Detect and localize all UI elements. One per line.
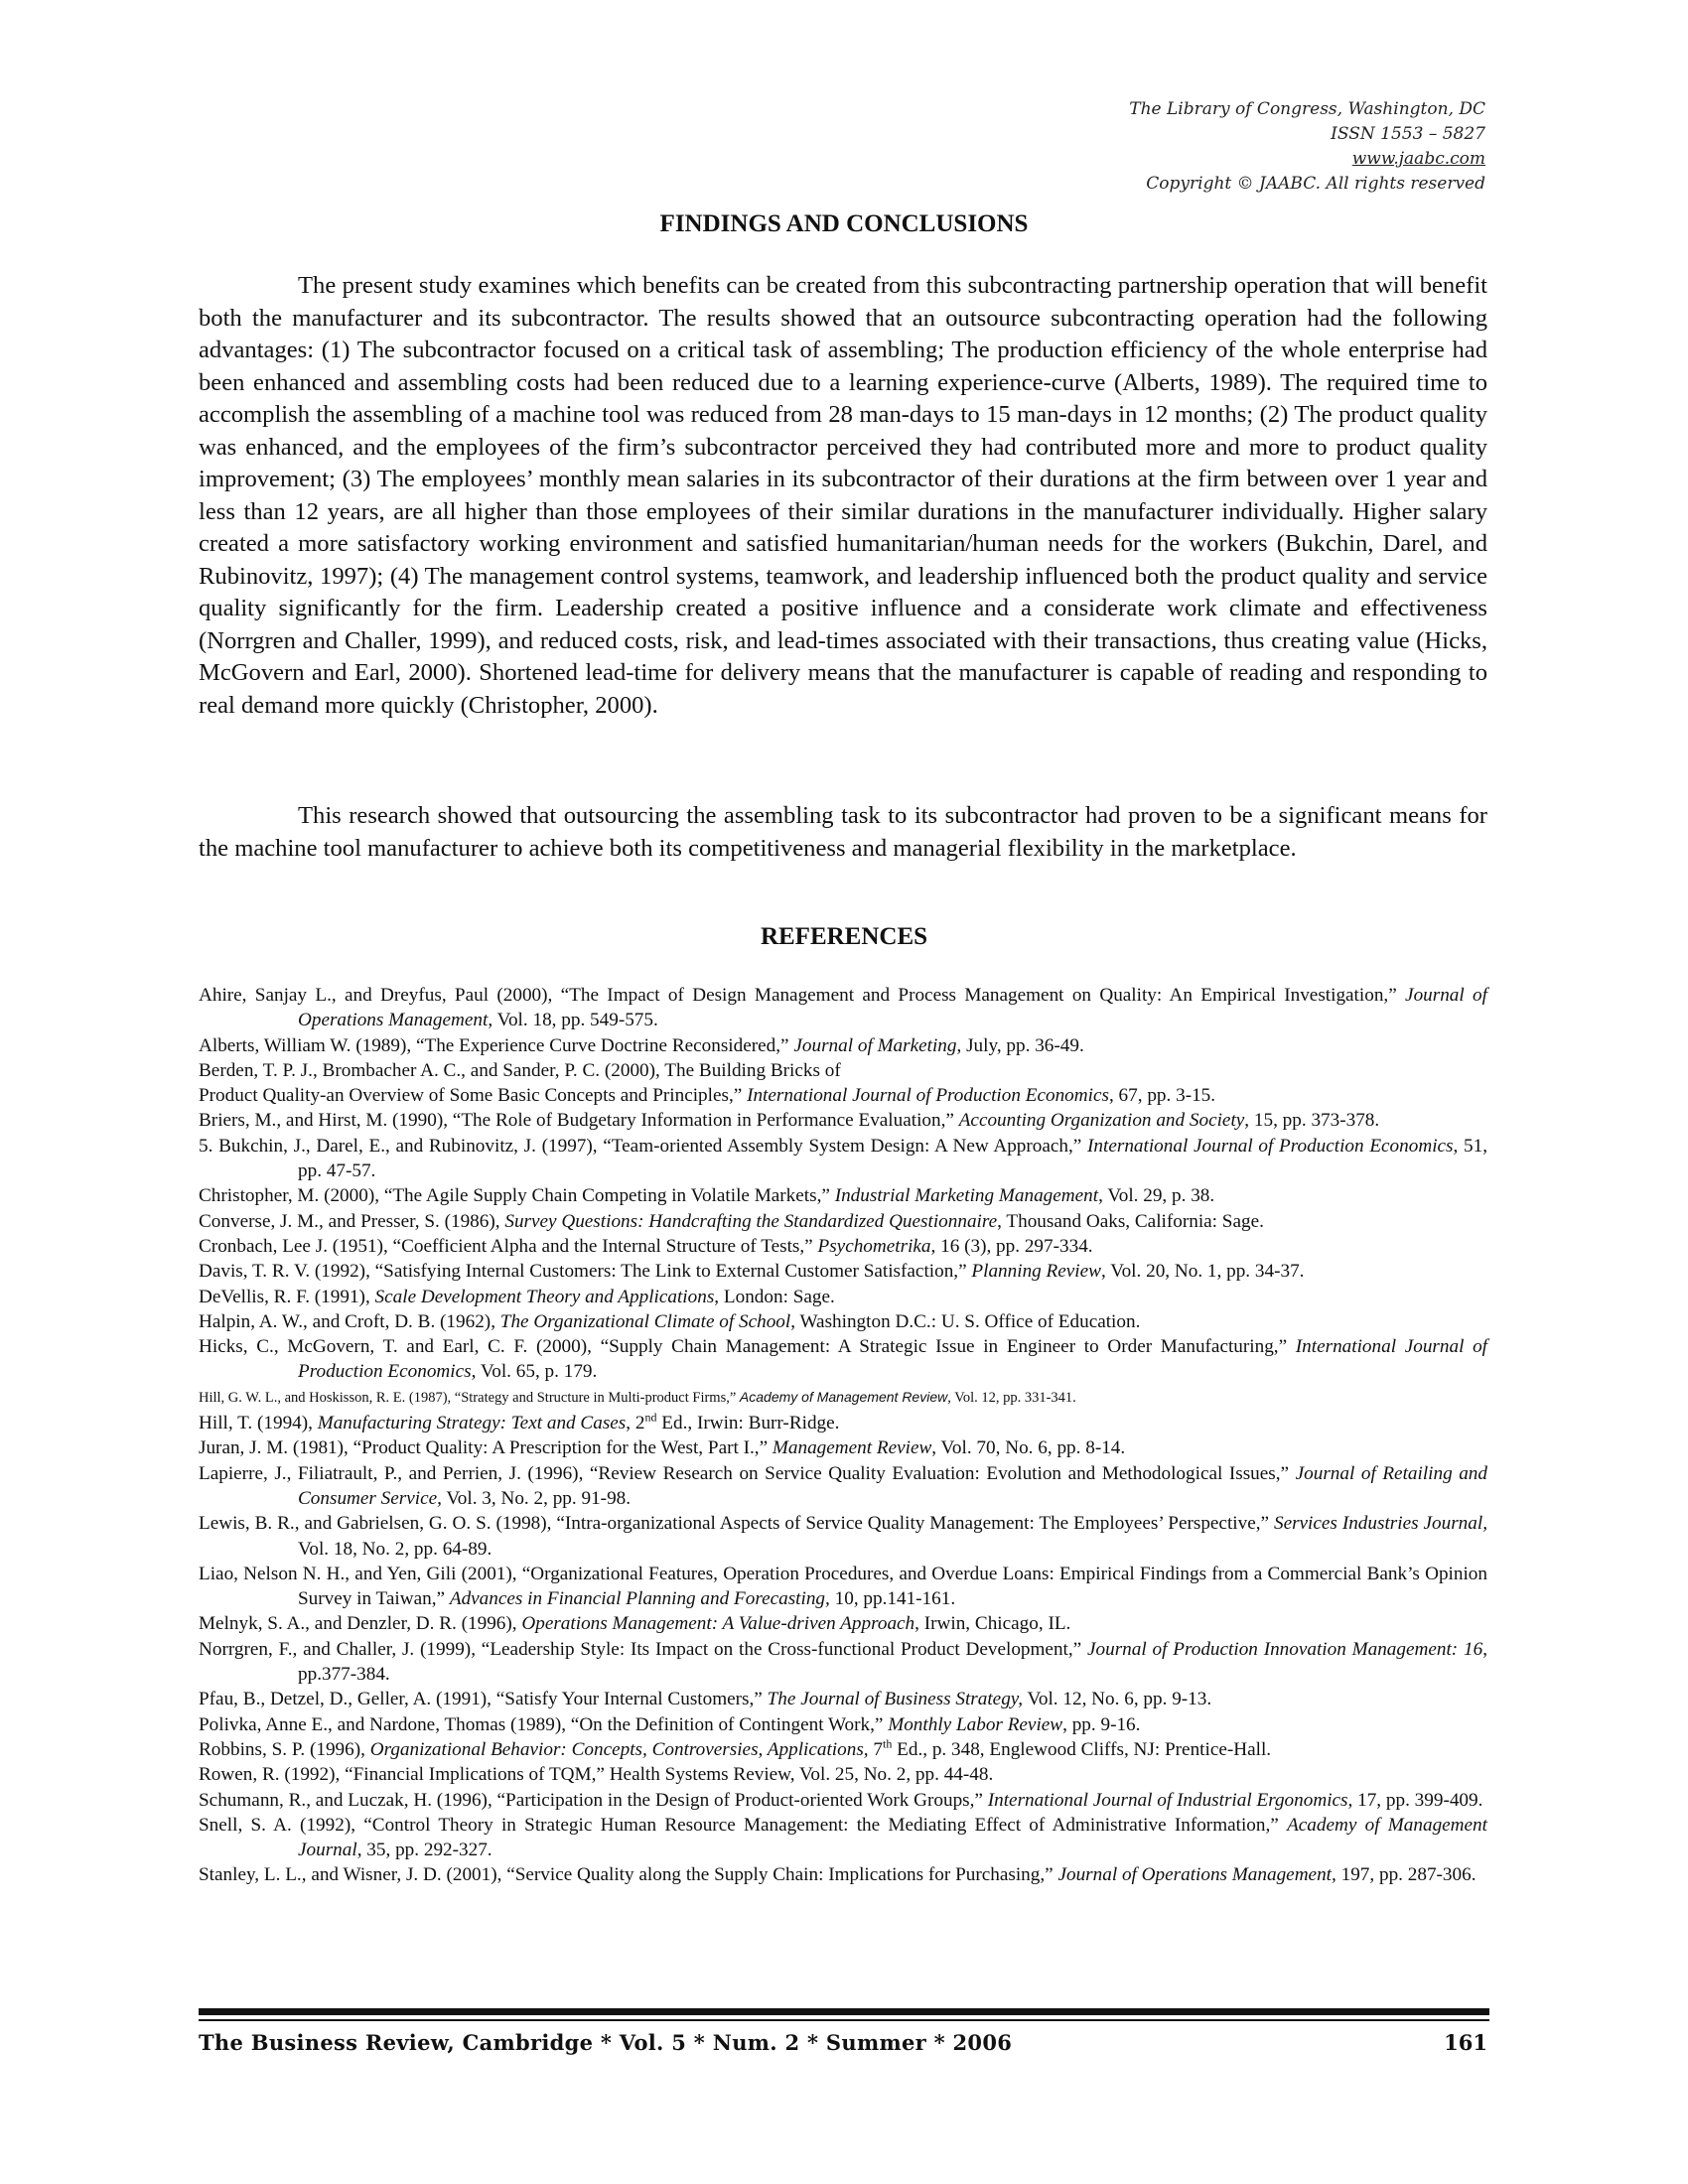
reference-item xyxy=(199,1259,1487,1284)
reference-text: Schumann, R., and Luczak, H. (1996), “Participation in the Design of Product-oriented Work Groups,” xyxy=(199,1789,988,1811)
reference-source-title: The Organizational Climate of School xyxy=(499,1310,791,1332)
findings-heading: FINDINGS AND CONCLUSIONS xyxy=(659,210,1029,237)
reference-text: Robbins, S. P. (1996), xyxy=(199,1738,370,1760)
reference-text: , Vol. 65, p. 179. xyxy=(471,1361,598,1383)
reference-source-title: International Journal of Production Economics xyxy=(747,1085,1109,1107)
reference-text: Lapierre, J., Filiatrault, P., and Perrien, J. (1996), “Review Research on Service Quality Evaluation: Evolution and Methodological Issues,” xyxy=(199,1462,1296,1484)
reference-text: Cronbach, Lee J. (1951), “Coefficient Alpha and the Internal Structure of Tests,” xyxy=(199,1235,818,1257)
reference-source-title: Academy of Management Journal xyxy=(298,1814,1487,1861)
footer-journal: The Business Review, Cambridge * Vol. 5 * Num. 2 * Summer * 2006 xyxy=(199,2030,1013,2055)
reference-text: Lewis, B. R., and Gabrielsen, G. O. S. (1998), “Intra-organizational Aspects of Service Quality Management: The Employees’ Perspective,” xyxy=(199,1513,1274,1535)
reference-item xyxy=(199,1385,1487,1411)
reference-source-title: Accounting Organization and Society xyxy=(958,1110,1245,1132)
reference-text: Snell, S. A. (1992), “Control Theory in Strategic Human Resource Management: the Mediating Effect of Administrative Information,” xyxy=(199,1814,1288,1836)
reference-text: , pp. 9-16. xyxy=(1062,1713,1141,1735)
reference-text: , 67, pp. 3-15. xyxy=(1108,1085,1216,1107)
reference-item xyxy=(199,1687,1487,1711)
reference-item xyxy=(199,1334,1487,1385)
reference-item xyxy=(199,1562,1487,1612)
reference-text: Product Quality-an Overview of Some Basic Concepts and Principles,” xyxy=(199,1085,748,1107)
reference-item xyxy=(199,1788,1487,1813)
reference-text: , Vol. 29, p. 38. xyxy=(1098,1185,1215,1207)
reference-source-title: Academy of Management Review xyxy=(739,1388,948,1405)
reference-text: Vol. 12, No. 6, pp. 9-13. xyxy=(1023,1689,1212,1710)
reference-superscript: th xyxy=(882,1736,893,1751)
footer-rule-thick xyxy=(199,2008,1489,2015)
reference-text: , Thousand Oaks, California: Sage. xyxy=(997,1210,1264,1232)
reference-item xyxy=(199,1411,1487,1435)
reference-text: Ed., Irwin: Burr-Ridge. xyxy=(656,1413,840,1434)
reference-text: , 15, pp. 373-378. xyxy=(1244,1110,1380,1132)
reference-source-title: Management Review xyxy=(772,1437,932,1459)
reference-text: DeVellis, R. F. (1991), xyxy=(199,1286,375,1307)
reference-source-title: Journal of Operations Management xyxy=(298,985,1487,1031)
reference-source-title: Organizational Behavior: Concepts, Controversies, Applications, xyxy=(369,1738,869,1760)
reference-text: , Washington D.C.: U. S. Office of Education. xyxy=(790,1310,1141,1332)
reference-source-title: International Journal of Industrial Ergonomics xyxy=(987,1789,1348,1811)
reference-text: Ahire, Sanjay L., and Dreyfus, Paul (2000), “The Impact of Design Management and Process Management on Quality: An Empirical Investigation,” xyxy=(199,985,1406,1006)
reference-superscript: nd xyxy=(644,1410,657,1425)
reference-item xyxy=(199,1862,1487,1887)
reference-item xyxy=(199,1058,1487,1083)
reference-text: Polivka, Anne E., and Nardone, Thomas (1989), “On the Definition of Contingent Work,” xyxy=(199,1713,889,1735)
reference-text: Davis, T. R. V. (1992), “Satisfying Internal Customers: The Link to External Customer Satisfaction,” xyxy=(199,1261,972,1283)
reference-text: Hill, G. W. L., and Hoskisson, R. E. (1987), “Strategy and Structure in Multi-product Firms,” xyxy=(199,1389,740,1406)
reference-source-title: Services Industries Journal, xyxy=(1273,1513,1487,1535)
findings-paragraph-1: The present study examines which benefits can be created from this subcontracting partnership operation that will benefit both the manufacturer and its subcontractor. The results showed that an outsource subcontracting operation had the following advantages: (1) The subcontractor focused on a critical task of assembling; The production efficiency of the whole enterprise had been enhanced and assembling costs had been reduced due to a learning experience-curve (Alberts, 1989). The required time to accomplish the assembling of a machine tool was reduced from 28 man-days to 15 man-days in 12 months; (2) The product quality was enhanced, and the employees of the firm’s subcontractor perceived they had contributed more and more to product quality improvement; (3) The employees’ monthly mean salaries in its subcontractor of their durations at the firm between over 1 year and less than 12 years, are all higher than those employees of their similar durations in the manufacturer individually. Higher salary created a more satisfactory working environment and satisfied humanitarian/human needs for the workers (Bukchin, Darel, and Rubinovitz, 1997); (4) The management control systems, teamwork, and leadership influenced both the product quality and service quality significantly for the firm. Leadership created a positive influence and a considerate work climate and effectiveness (Norrgren and Challer, 1999), and reduced costs, risk, and lead-times associated with their transactions, thus creating value (Hicks, McGovern and Earl, 2000). Shortened lead-time for delivery means that the manufacturer is capable of reading and responding to real demand more quickly (Christopher, 2000). xyxy=(199,272,1487,719)
reference-text: Stanley, L. L., and Wisner, J. D. (2001), “Service Quality along the Supply Chain: Implications for Purchasing,” xyxy=(199,1864,1058,1886)
reference-item xyxy=(199,1234,1487,1259)
reference-item xyxy=(199,1183,1487,1208)
reference-text: Converse, J. M., and Presser, S. (1986), xyxy=(199,1210,505,1232)
reference-source-title: Journal of Operations Management, xyxy=(1057,1864,1336,1886)
reference-text: 7 xyxy=(868,1738,883,1760)
reference-text: , Vol. 20, No. 1, pp. 34-37. xyxy=(1100,1261,1305,1283)
reference-text: , 51, pp. 47-57. xyxy=(298,1135,1487,1182)
reference-item xyxy=(199,1033,1487,1058)
reference-item xyxy=(199,1435,1487,1460)
reference-item xyxy=(199,1737,1487,1762)
running-header xyxy=(1129,97,1485,197)
reference-text: 5. Bukchin, J., Darel, E., and Rubinovitz, J. (1997), “Team-oriented Assembly System Design: A New Approach,” xyxy=(199,1135,1088,1157)
page-number: 161 xyxy=(1444,2030,1487,2055)
reference-text: Liao, Nelson N. H., and Yen, Gili (2001), “Organizational Features, Operation Procedures, and Overdue Loans: Empirical Findings from a Commercial Bank’s Opinion Survey in Taiwan,” xyxy=(199,1563,1487,1610)
reference-item xyxy=(199,1285,1487,1309)
reference-source-title: Scale Development Theory and Applications xyxy=(374,1286,715,1307)
reference-source-title: Monthly Labor Review xyxy=(888,1713,1063,1735)
reference-text: Alberts, William W. (1989), “The Experience Curve Doctrine Reconsidered,” xyxy=(199,1034,794,1056)
header-issn: ISSN 1553 – 5827 xyxy=(1331,124,1485,144)
reference-text: Halpin, A. W., and Croft, D. B. (1962), xyxy=(199,1310,500,1332)
findings-paragraph-2: This research showed that outsourcing the assembling task to its subcontractor had proven to be a significant means for the machine tool manufacturer to achieve both its competitiveness and managerial flexibility in the marketplace. xyxy=(199,802,1487,862)
reference-text: , 17, pp. 399-409. xyxy=(1347,1789,1483,1811)
reference-text: Rowen, R. (1992), “Financial Implications of TQM,” Health Systems Review, Vol. 25, No. 2, pp. 44-48. xyxy=(199,1764,994,1786)
reference-source-title: Journal of Production Innovation Management: 16 xyxy=(1087,1638,1483,1660)
reference-source-title: International Journal of Production Economics xyxy=(298,1336,1487,1383)
reference-item xyxy=(199,983,1487,1033)
header-library: The Library of Congress, Washington, DC xyxy=(1129,99,1485,119)
reference-list xyxy=(199,983,1487,1888)
reference-source-title: International Journal of Production Economics xyxy=(1087,1135,1454,1157)
reference-text: Vol. 18, No. 2, pp. 64-89. xyxy=(298,1538,492,1560)
footer-rule-thin xyxy=(199,2019,1489,2021)
reference-item xyxy=(199,1209,1487,1234)
header-url: www.jaabc.com xyxy=(1351,149,1485,169)
reference-source-title: Journal of Retailing and Consumer Service, xyxy=(298,1462,1487,1509)
reference-text: 10, pp.141-161. xyxy=(829,1588,956,1610)
reference-text: , Vol. 18, pp. 549-575. xyxy=(488,1010,658,1031)
reference-text: , Vol. 70, No. 6, pp. 8-14. xyxy=(931,1437,1126,1459)
reference-text: Hill, T. (1994), xyxy=(199,1413,318,1434)
reference-item xyxy=(199,1309,1487,1334)
reference-text: , pp.377-384. xyxy=(298,1638,1487,1686)
reference-item xyxy=(199,1108,1487,1133)
reference-text: Melnyk, S. A., and Denzler, D. R. (1996), xyxy=(199,1613,522,1635)
reference-item xyxy=(199,1637,1487,1688)
reference-text: , July, pp. 36-49. xyxy=(956,1034,1084,1056)
reference-text: Christopher, M. (2000), “The Agile Supply Chain Competing in Volatile Markets,” xyxy=(199,1185,835,1207)
reference-text: Hicks, C., McGovern, T. and Earl, C. F. (2000), “Supply Chain Management: A Strategic Issue in Engineer to Order Manufacturing,” xyxy=(199,1336,1296,1358)
reference-source-title: Planning Review xyxy=(971,1261,1101,1283)
reference-text: Juran, J. M. (1981), “Product Quality: A Prescription for the West, Part I.,” xyxy=(199,1437,773,1459)
reference-source-title: Survey Questions: Handcrafting the Standardized Questionnaire xyxy=(504,1210,998,1232)
reference-item xyxy=(199,1083,1487,1108)
reference-item xyxy=(199,1611,1487,1636)
header-copyright: Copyright © JAABC. All rights reserved xyxy=(1146,174,1485,194)
reference-item xyxy=(199,1762,1487,1787)
reference-text: 197, pp. 287-306. xyxy=(1336,1864,1477,1886)
reference-text: Ed., p. 348, Englewood Cliffs, NJ: Prentice-Hall. xyxy=(892,1738,1272,1760)
reference-item xyxy=(199,1813,1487,1863)
reference-text: , 35, pp. 292-327. xyxy=(356,1840,492,1861)
references-heading: REFERENCES xyxy=(760,923,928,950)
reference-text: , London: Sage. xyxy=(714,1286,835,1307)
reference-text: Norrgren, F., and Challer, J. (1999), “Leadership Style: Its Impact on the Cross-functional Product Development,” xyxy=(199,1638,1088,1660)
reference-text: Briers, M., and Hirst, M. (1990), “The Role of Budgetary Information in Performance Evaluation,” xyxy=(199,1110,959,1132)
reference-text: Pfau, B., Detzel, D., Geller, A. (1991), “Satisfy Your Internal Customers,” xyxy=(199,1689,768,1710)
reference-source-title: Psychometrika xyxy=(817,1235,931,1257)
reference-source-title: Manufacturing Strategy: Text and Cases xyxy=(317,1413,627,1434)
reference-item xyxy=(199,1461,1487,1512)
reference-text: Vol. 3, No. 2, pp. 91-98. xyxy=(441,1487,632,1509)
reference-item xyxy=(199,1511,1487,1562)
reference-item xyxy=(199,1712,1487,1737)
reference-source-title: Advances in Financial Planning and Forecasting, xyxy=(449,1588,830,1610)
reference-text: Berden, T. P. J., Brombacher A. C., and Sander, P. C. (2000), The Building Bricks of xyxy=(199,1059,841,1081)
reference-source-title: Industrial Marketing Management xyxy=(834,1185,1099,1207)
reference-text: , 2 xyxy=(626,1413,645,1434)
reference-text: , Vol. 12, pp. 331-341. xyxy=(947,1389,1076,1406)
reference-text: , Irwin, Chicago, IL. xyxy=(914,1613,1071,1635)
reference-source-title: Operations Management: A Value-driven Approach xyxy=(521,1613,915,1635)
reference-item xyxy=(199,1134,1487,1184)
reference-text: , 16 (3), pp. 297-334. xyxy=(930,1235,1093,1257)
reference-source-title: The Journal of Business Strategy, xyxy=(767,1689,1024,1710)
reference-source-title: Journal of Marketing xyxy=(793,1034,957,1056)
